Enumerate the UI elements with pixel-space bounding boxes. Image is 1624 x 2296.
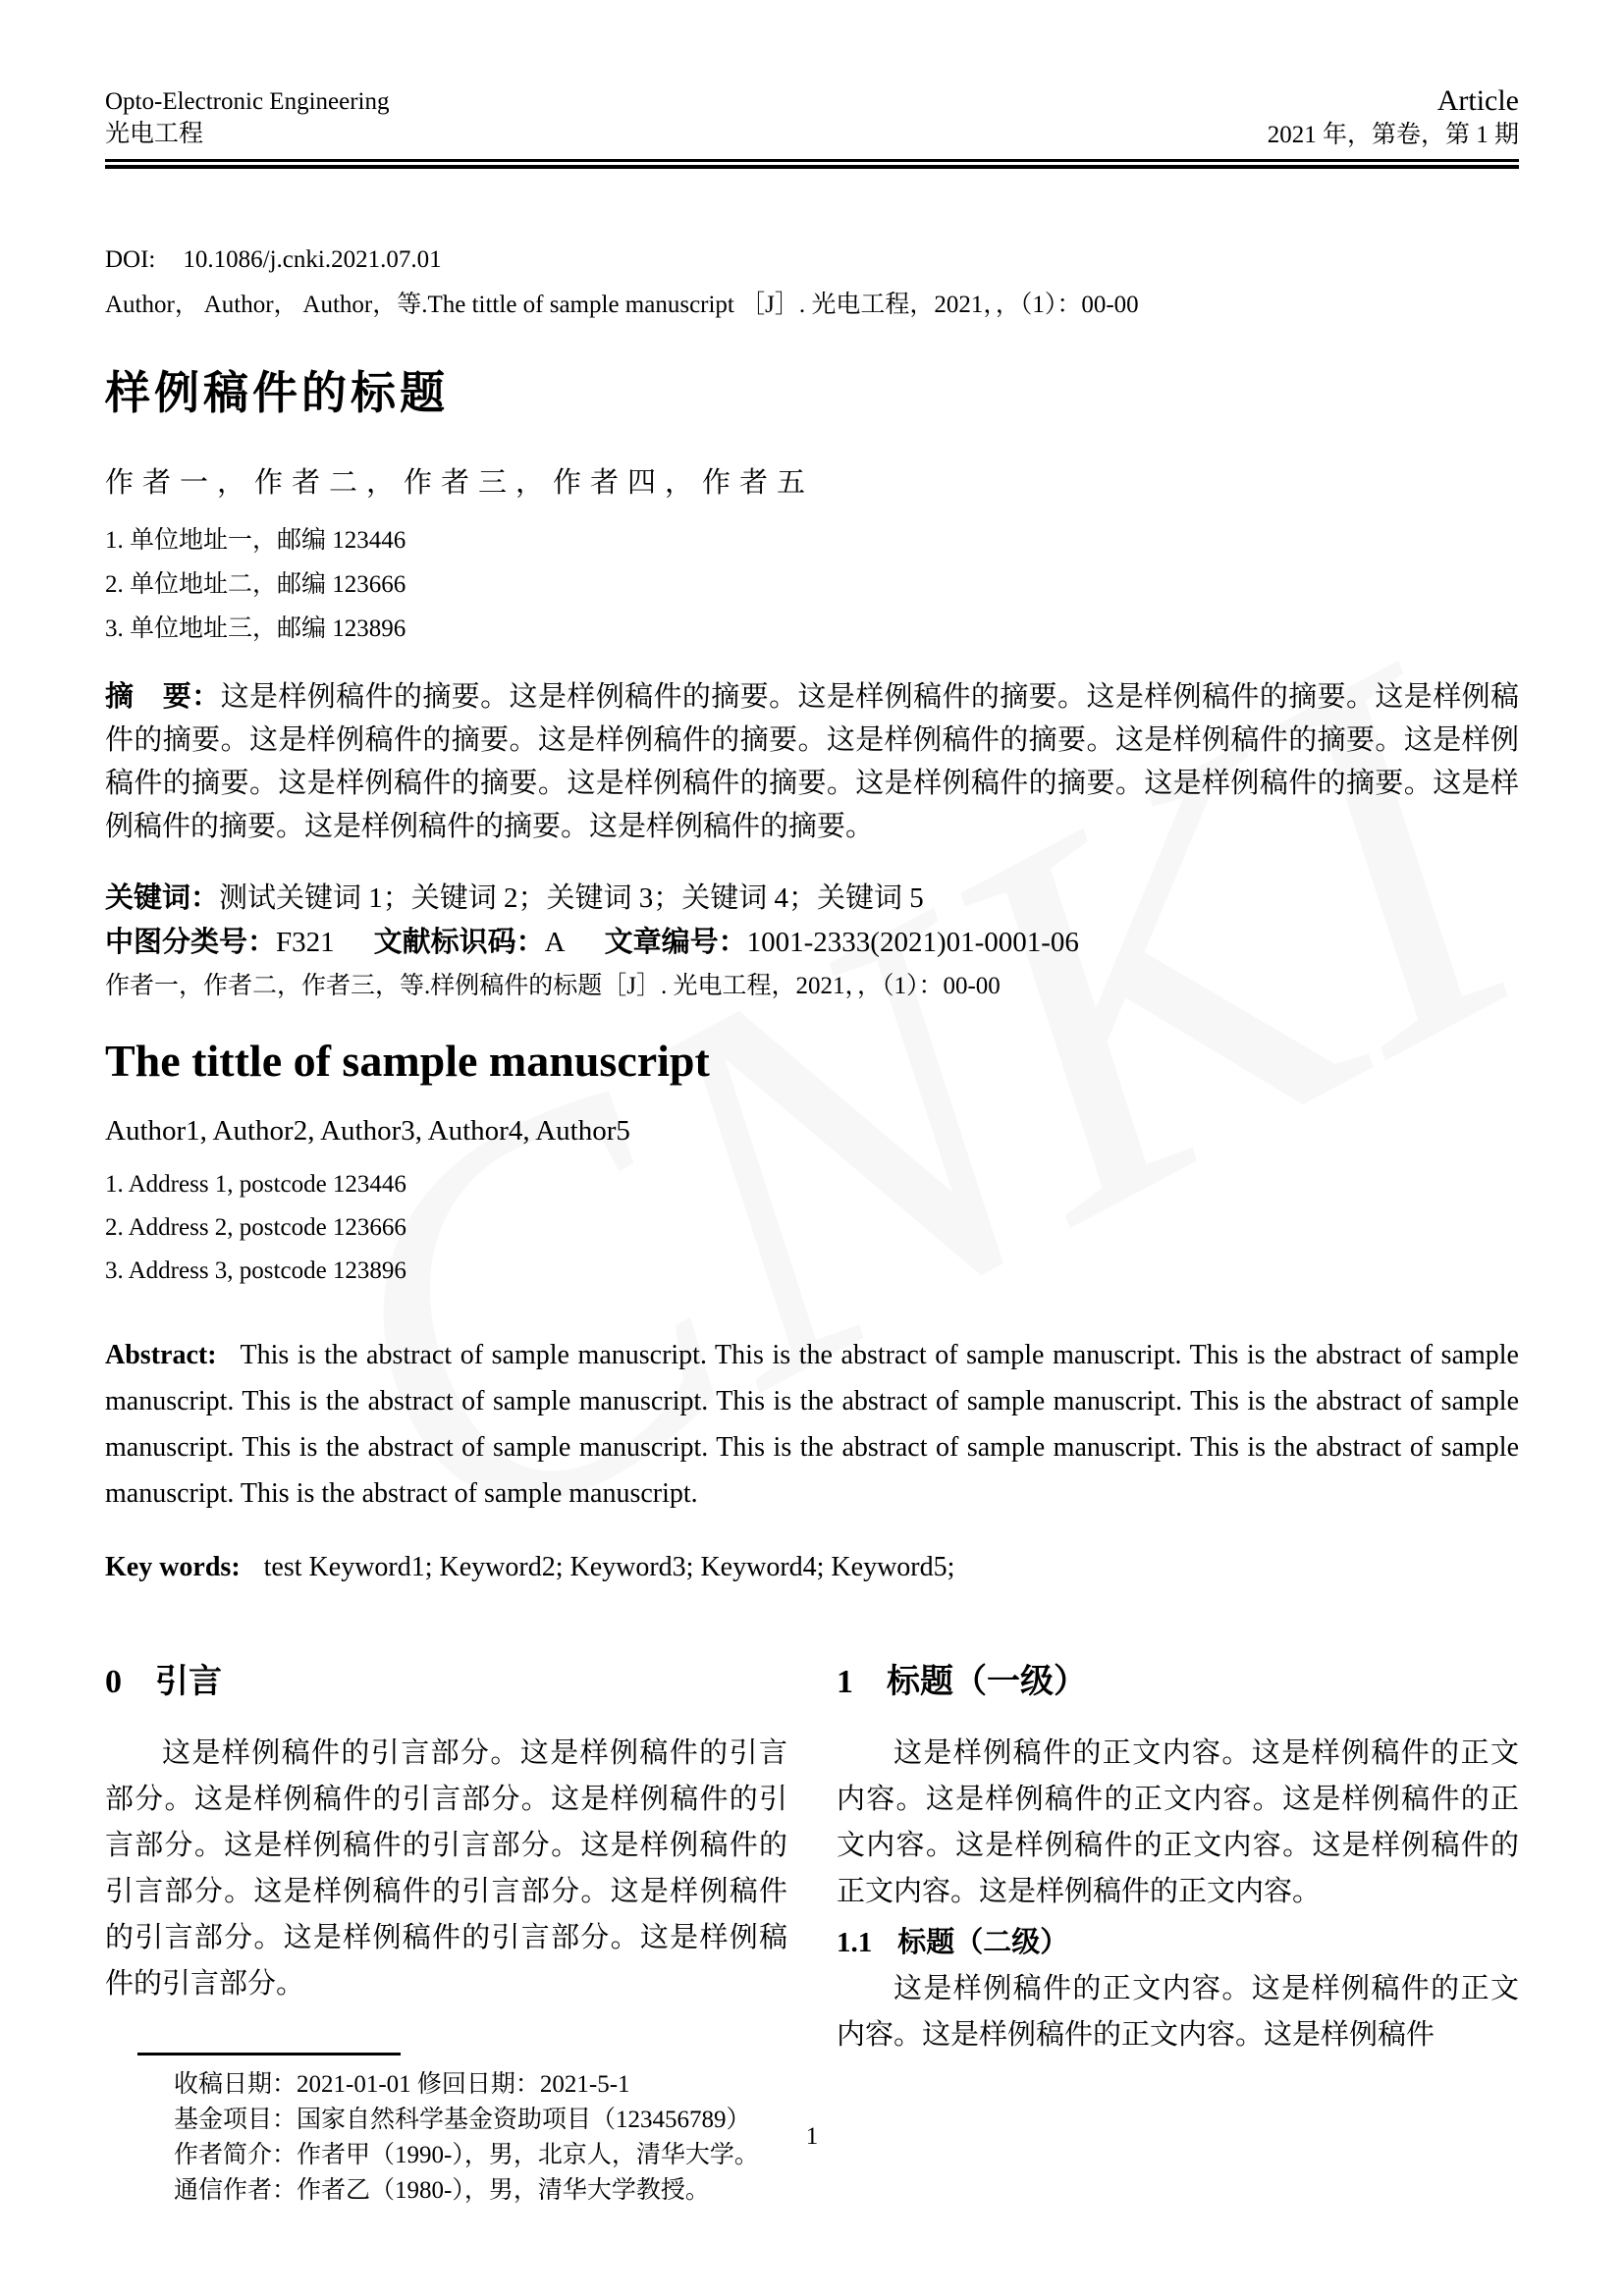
abstract-en bbox=[105, 1332, 1519, 1517]
article-type-label: Article bbox=[1436, 84, 1519, 117]
title-cn: 样例稿件的标题 bbox=[105, 367, 449, 418]
section-heading-intro bbox=[105, 1659, 787, 1705]
header-rule-thick bbox=[105, 165, 1519, 169]
section-1-paragraph: 这是样例稿件的正文内容。这是样例稿件的正文内容。这是样例稿件的正文内容。这是样例稿件的正文内容。这是样例稿件的正文内容。这是样例稿件的正文内容。这是样例稿件的正文内容。 bbox=[837, 1737, 1519, 1907]
intro-paragraph: 这是样例稿件的引言部分。这是样例稿件的引言部分。这是样例稿件的引言部分。这是样例稿件的引言部分。这是样例稿件的引言部分。这是样例稿件的引言部分。这是样例稿件的引言部分。这是样例稿件的引言部分。这是样例稿件的引言部分。这是样例稿件的引言部分。 bbox=[105, 1737, 787, 2000]
keywords-text-cn: 测试关键词 1；关键词 2；关键词 3；关键词 4；关键词 5 bbox=[219, 882, 924, 914]
body-columns bbox=[105, 1659, 1519, 2209]
running-head-right bbox=[1268, 83, 1519, 151]
subsection-title: 标题（二级） bbox=[897, 1927, 1069, 1958]
clc-label: 中图分类号： bbox=[105, 927, 277, 958]
authors-en: Author1, Author2, Author3, Author4, Author5 bbox=[105, 1115, 630, 1147]
header-rule-thin bbox=[105, 159, 1519, 162]
affiliations-en bbox=[105, 1163, 1519, 1293]
affiliation-item: 3. 单位地址三，邮编 123896 bbox=[105, 615, 406, 642]
citation-line-en: Author， Author， Author，等.The tittle of sample manuscript ［J］. 光电工程，2021，，（1）：00-00 bbox=[105, 292, 1139, 318]
right-column bbox=[837, 1659, 1519, 2209]
running-head bbox=[105, 83, 1519, 151]
section-heading-1 bbox=[837, 1659, 1519, 1705]
affiliation-item: 2. Address 2, postcode 123666 bbox=[105, 1214, 406, 1241]
classification-line bbox=[105, 921, 1519, 965]
authors-cn: 作者一，作者二，作者三，作者四，作者五 bbox=[105, 467, 815, 499]
abstract-label-cn: 摘 要： bbox=[105, 681, 221, 713]
footnote-funding: 基金项目：国家自然科学基金资助项目（123456789） bbox=[174, 2107, 751, 2133]
abstract-label-en: Abstract: bbox=[105, 1340, 217, 1370]
affiliation-item: 1. Address 1, postcode 123446 bbox=[105, 1171, 406, 1198]
subsection-heading-1-1 bbox=[837, 1921, 1519, 1964]
section-title: 标题（一级） bbox=[887, 1663, 1087, 1700]
abstract-text-cn: 这是样例稿件的摘要。这是样例稿件的摘要。这是样例稿件的摘要。这是样例稿件的摘要。这是样例稿件的摘要。这是样例稿件的摘要。这是样例稿件的摘要。这是样例稿件的摘要。这是样例稿件的摘要。这是样例稿件的摘要。这是样例稿件的摘要。这是样例稿件的摘要。这是样例稿件的摘要。这是样例稿件的摘要。这是样例稿件的摘要。这是样例稿件的摘要。这是样例稿件的摘要。 bbox=[105, 681, 1519, 842]
clc-value: F321 bbox=[276, 927, 335, 958]
footnote-divider bbox=[137, 2053, 401, 2056]
article-id-value: 1001-2333(2021)01-0001-06 bbox=[746, 927, 1079, 958]
running-head-left bbox=[105, 85, 389, 151]
subsection-1-1-paragraph: 这是样例稿件的正文内容。这是样例稿件的正文内容。这是样例稿件的正文内容。这是样例稿件 bbox=[837, 1973, 1519, 2051]
keywords-text-en: test Keyword1; Keyword2; Keyword3; Keyword4; Keyword5; bbox=[263, 1552, 955, 1582]
footnote-corresponding-author: 通信作者：作者乙（1980-），男，清华大学教授。 bbox=[174, 2177, 710, 2204]
article-id-label: 文章编号： bbox=[604, 927, 747, 958]
footnote-author-bio: 作者简介：作者甲（1990-），男，北京人，清华大学。 bbox=[174, 2142, 759, 2168]
title-en: The tittle of sample manuscript bbox=[105, 1036, 710, 1086]
affiliation-item: 1. 单位地址一，邮编 123446 bbox=[105, 527, 406, 554]
subsection-number: 1.1 bbox=[837, 1927, 873, 1958]
doi-line bbox=[105, 238, 1519, 283]
left-column bbox=[105, 1659, 787, 2209]
section-number: 0 bbox=[105, 1664, 122, 1700]
page-number: 1 bbox=[805, 2123, 819, 2150]
meta-block bbox=[105, 238, 1519, 328]
doi-value: 10.1086/j.cnki.2021.07.01 bbox=[183, 246, 442, 273]
section-title: 引言 bbox=[155, 1663, 222, 1700]
keywords-line-en bbox=[105, 1544, 1519, 1590]
journal-name-cn: 光电工程 bbox=[105, 121, 204, 147]
affiliation-item: 3. Address 3, postcode 123896 bbox=[105, 1257, 406, 1284]
abstract-text-en: This is the abstract of sample manuscript. This is the abstract of sample manuscript. This is the abstract of sample manuscript. This is the abstract of sample manuscript. This is the abstract of sample manuscript. This is the abstract of sample manuscript. This is the abstract of sample manuscript. This is the abstract of sample manuscript. This is the abstract of sample manuscript. This is the abstract of sample manuscript. bbox=[105, 1340, 1519, 1509]
footnote-block bbox=[105, 2053, 787, 2209]
keywords-line-cn bbox=[105, 877, 1519, 921]
section-number: 1 bbox=[837, 1664, 853, 1700]
footnote-received: 收稿日期：2021-01-01 修回日期：2021-5-1 bbox=[174, 2071, 630, 2098]
affiliation-item: 2. 单位地址二，邮编 123666 bbox=[105, 571, 406, 598]
issue-info: 2021 年，第卷，第 1 期 bbox=[1267, 122, 1519, 148]
journal-name-en: Opto-Electronic Engineering bbox=[105, 88, 390, 115]
affiliations-cn bbox=[105, 518, 1519, 651]
doi-label: DOI: bbox=[105, 246, 156, 273]
doc-code-value: A bbox=[544, 927, 566, 958]
keywords-label-en: Key words: bbox=[105, 1552, 241, 1582]
abstract-cn bbox=[105, 675, 1519, 848]
keywords-label-cn: 关键词： bbox=[105, 882, 220, 914]
doc-code-label: 文献标识码： bbox=[373, 927, 545, 958]
citation-line-cn: 作者一，作者二，作者三，等.样例稿件的标题［J］. 光电工程，2021，，（1）：00-00 bbox=[105, 973, 1001, 999]
